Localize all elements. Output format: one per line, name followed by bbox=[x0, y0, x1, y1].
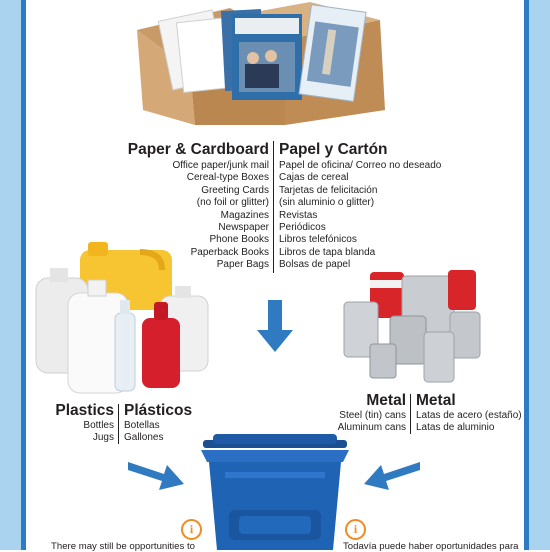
plastics-items-es bbox=[124, 420, 163, 445]
plastics-items-en bbox=[83, 420, 114, 445]
list-item: Latas de aluminio bbox=[416, 422, 495, 434]
list-item: Periódicos bbox=[279, 221, 326, 233]
list-item: Revistas bbox=[279, 209, 318, 221]
metal-cans-image bbox=[340, 268, 485, 388]
info-icon: i bbox=[345, 519, 366, 540]
list-item: Office paper/junk mail bbox=[172, 160, 269, 171]
paper-heading-es: Papel y Cartón bbox=[279, 141, 388, 158]
list-item: Cereal-type Boxes bbox=[186, 172, 269, 184]
list-item: Jugs bbox=[92, 432, 114, 444]
list-item: Steel (tin) cans bbox=[339, 410, 406, 421]
list-item: Libros de tapa blanda bbox=[279, 246, 376, 258]
paper-heading-en: Paper & Cardboard bbox=[127, 141, 269, 158]
paper-cardboard-box-image bbox=[135, 0, 385, 125]
arrow-down-left-icon bbox=[362, 452, 420, 492]
list-item: Newspaper bbox=[218, 221, 269, 233]
recycling-bin-image bbox=[195, 430, 355, 550]
list-item: Greeting Cards bbox=[201, 184, 269, 196]
list-item: Tarjetas de felicitación bbox=[279, 184, 378, 196]
list-item: (no foil or glitter) bbox=[196, 197, 269, 209]
plastics-divider bbox=[118, 404, 119, 444]
note-text-en: There may still be opportunities to bbox=[51, 541, 195, 552]
metal-heading-es: Metal bbox=[416, 392, 456, 409]
list-item: Bottles bbox=[83, 420, 114, 431]
list-item: Bolsas de papel bbox=[279, 259, 351, 271]
list-item: Magazines bbox=[220, 209, 269, 221]
paper-items-es bbox=[279, 160, 441, 272]
list-item: Paper Bags bbox=[216, 259, 269, 271]
note-text-es: Todavía puede haber oportunidades para bbox=[343, 541, 519, 552]
list-item: Papel de oficina/ Correo no deseado bbox=[279, 160, 442, 171]
metal-divider bbox=[410, 394, 411, 434]
list-item: Phone Books bbox=[209, 234, 269, 246]
page-border-left bbox=[0, 0, 26, 550]
plastics-heading-es: Plásticos bbox=[124, 402, 193, 419]
list-item: Gallones bbox=[124, 432, 164, 444]
page-border-right bbox=[524, 0, 550, 550]
metal-items-es bbox=[416, 410, 522, 435]
list-item: (sin aluminio o glitter) bbox=[279, 197, 375, 209]
list-item: Libros telefónicos bbox=[279, 234, 357, 246]
arrow-down-icon bbox=[257, 300, 293, 354]
info-icon: i bbox=[181, 519, 202, 540]
metal-heading-en: Metal bbox=[366, 392, 406, 409]
list-item: Latas de acero (estaño) bbox=[416, 410, 522, 421]
list-item: Aluminum cans bbox=[337, 422, 406, 434]
paper-divider bbox=[273, 141, 274, 273]
plastics-heading-en: Plastics bbox=[55, 402, 114, 419]
arrow-down-right-icon bbox=[128, 452, 186, 492]
list-item: Paperback Books bbox=[190, 246, 269, 258]
plastic-bottles-image bbox=[30, 238, 220, 398]
list-item: Cajas de cereal bbox=[279, 172, 349, 184]
list-item: Botellas bbox=[124, 420, 160, 431]
